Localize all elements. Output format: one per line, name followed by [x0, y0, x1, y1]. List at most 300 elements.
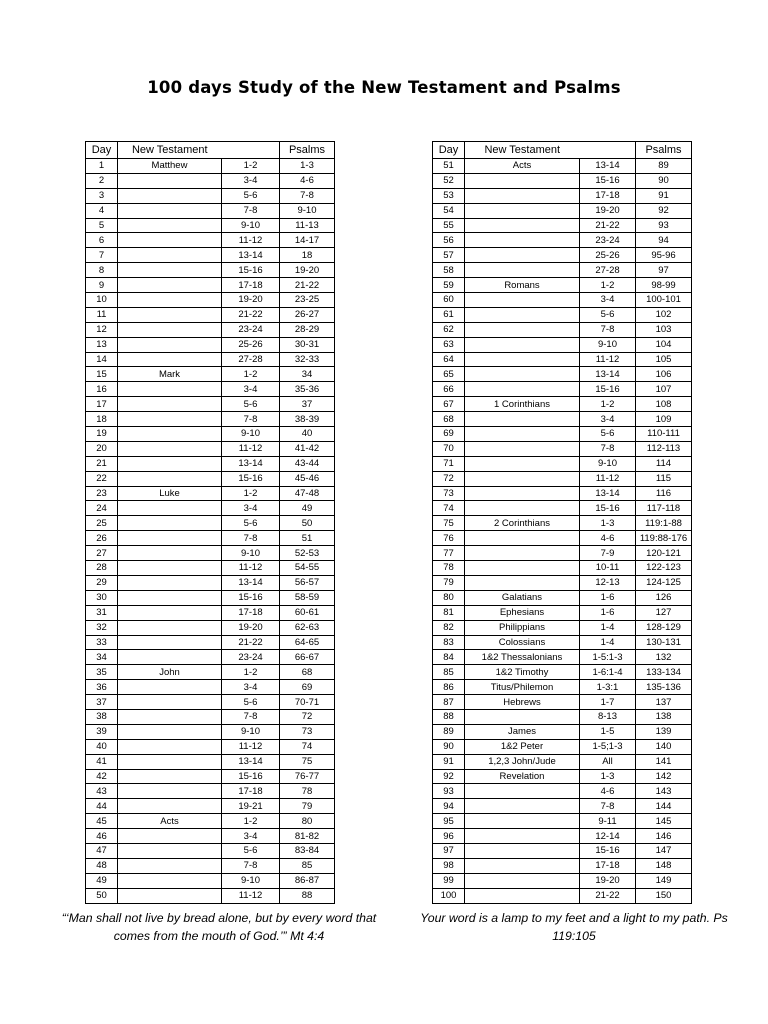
chapters-cell: 9-11	[580, 814, 636, 829]
day-cell: 40	[86, 739, 118, 754]
day-cell: 52	[433, 173, 465, 188]
day-cell: 28	[86, 561, 118, 576]
chapters-cell: 3-4	[580, 293, 636, 308]
day-cell: 8	[86, 263, 118, 278]
scripture-quote-matthew: “‘Man shall not live by bread alone, but by every word that comes from the mouth of God.’” Mt 4:4	[61, 911, 377, 943]
book-cell	[118, 546, 222, 561]
book-cell: Philippians	[465, 620, 580, 635]
table-row	[433, 352, 692, 367]
book-cell: Ephesians	[465, 605, 580, 620]
table-row	[433, 173, 692, 188]
book-cell	[465, 441, 580, 456]
day-cell: 73	[433, 486, 465, 501]
psalms-cell: 18	[280, 248, 335, 263]
day-cell: 38	[86, 709, 118, 724]
day-cell: 23	[86, 486, 118, 501]
psalms-cell: 38-39	[280, 412, 335, 427]
book-cell	[118, 352, 222, 367]
chapters-cell: 3-4	[222, 382, 280, 397]
book-cell	[118, 605, 222, 620]
book-cell: Mark	[118, 367, 222, 382]
book-cell	[118, 501, 222, 516]
book-cell: 1&2 Thessalonians	[465, 650, 580, 665]
book-cell: Titus/Philemon	[465, 680, 580, 695]
psalms-cell: 149	[636, 873, 692, 888]
chapters-cell: 19-20	[580, 873, 636, 888]
day-cell: 77	[433, 546, 465, 561]
day-cell: 16	[86, 382, 118, 397]
header-new-testament: New Testament	[118, 142, 222, 159]
chapters-cell: 1-5	[580, 724, 636, 739]
book-cell	[465, 501, 580, 516]
psalms-cell: 109	[636, 412, 692, 427]
day-cell: 7	[86, 248, 118, 263]
day-cell: 81	[433, 605, 465, 620]
book-cell	[465, 888, 580, 903]
book-cell	[118, 650, 222, 665]
table-row	[433, 575, 692, 590]
table-row	[433, 307, 692, 322]
header-day: Day	[86, 142, 118, 159]
day-cell: 87	[433, 695, 465, 710]
day-cell: 65	[433, 367, 465, 382]
chapters-cell: 1-2	[222, 367, 280, 382]
day-cell: 100	[433, 888, 465, 903]
table-header-row	[433, 142, 692, 159]
book-cell	[118, 263, 222, 278]
chapters-cell: 11-12	[580, 471, 636, 486]
table-row	[86, 799, 335, 814]
chapters-cell: 15-16	[580, 501, 636, 516]
chapters-cell: 17-18	[580, 188, 636, 203]
chapters-cell: 13-14	[222, 248, 280, 263]
book-cell	[118, 769, 222, 784]
day-cell: 26	[86, 531, 118, 546]
day-cell: 86	[433, 680, 465, 695]
table-body	[86, 159, 335, 904]
psalms-cell: 106	[636, 367, 692, 382]
book-cell	[465, 858, 580, 873]
psalms-cell: 94	[636, 233, 692, 248]
table-row	[433, 799, 692, 814]
table-row	[86, 680, 335, 695]
table-row	[86, 888, 335, 903]
day-cell: 89	[433, 724, 465, 739]
day-cell: 24	[86, 501, 118, 516]
day-cell: 74	[433, 501, 465, 516]
book-cell	[465, 561, 580, 576]
chapters-cell: 7-8	[222, 531, 280, 546]
table-row	[86, 248, 335, 263]
book-cell	[118, 441, 222, 456]
psalms-cell: 105	[636, 352, 692, 367]
chapters-cell: 7-8	[580, 799, 636, 814]
chapters-cell: 21-22	[222, 307, 280, 322]
day-cell: 19	[86, 427, 118, 442]
book-cell	[118, 412, 222, 427]
book-cell	[118, 843, 222, 858]
chapters-cell: 1-7	[580, 695, 636, 710]
book-cell: James	[465, 724, 580, 739]
table-row	[433, 561, 692, 576]
chapters-cell: 25-26	[222, 337, 280, 352]
psalms-cell: 137	[636, 695, 692, 710]
chapters-cell: 10-11	[580, 561, 636, 576]
table-row	[86, 739, 335, 754]
book-cell: Colossians	[465, 635, 580, 650]
psalms-cell: 76-77	[280, 769, 335, 784]
psalms-cell: 116	[636, 486, 692, 501]
psalms-cell: 50	[280, 516, 335, 531]
psalms-cell: 21-22	[280, 278, 335, 293]
book-cell	[465, 173, 580, 188]
day-cell: 82	[433, 620, 465, 635]
table-row	[86, 531, 335, 546]
book-cell	[118, 858, 222, 873]
psalms-cell: 120-121	[636, 546, 692, 561]
psalms-cell: 128-129	[636, 620, 692, 635]
psalms-cell: 115	[636, 471, 692, 486]
chapters-cell: 11-12	[580, 352, 636, 367]
table-row	[433, 843, 692, 858]
psalms-cell: 75	[280, 754, 335, 769]
day-cell: 13	[86, 337, 118, 352]
table-row	[433, 858, 692, 873]
chapters-cell: 1-3	[580, 769, 636, 784]
book-cell	[118, 173, 222, 188]
day-cell: 62	[433, 322, 465, 337]
book-cell	[118, 829, 222, 844]
psalms-cell: 114	[636, 456, 692, 471]
table-row	[86, 203, 335, 218]
book-cell	[118, 531, 222, 546]
chapters-cell: 13-14	[222, 575, 280, 590]
day-cell: 14	[86, 352, 118, 367]
table-row	[86, 620, 335, 635]
psalms-cell: 97	[636, 263, 692, 278]
book-cell	[118, 218, 222, 233]
table-row	[86, 367, 335, 382]
psalms-cell: 78	[280, 784, 335, 799]
psalms-cell: 83-84	[280, 843, 335, 858]
header-chapters-blank	[222, 142, 280, 159]
table-row	[86, 754, 335, 769]
chapters-cell: 7-8	[222, 412, 280, 427]
psalms-cell: 28-29	[280, 322, 335, 337]
psalms-cell: 141	[636, 754, 692, 769]
day-cell: 17	[86, 397, 118, 412]
day-cell: 60	[433, 293, 465, 308]
table-row	[433, 784, 692, 799]
book-cell	[118, 233, 222, 248]
psalms-cell: 45-46	[280, 471, 335, 486]
table-row	[86, 397, 335, 412]
table-row	[433, 382, 692, 397]
psalms-cell: 32-33	[280, 352, 335, 367]
table-row	[433, 456, 692, 471]
header-psalms: Psalms	[636, 142, 692, 159]
book-cell	[118, 397, 222, 412]
table-row	[86, 784, 335, 799]
chapters-cell: 1-6	[580, 605, 636, 620]
table-row	[86, 456, 335, 471]
day-cell: 61	[433, 307, 465, 322]
chapters-cell: 4-6	[580, 784, 636, 799]
day-cell: 50	[86, 888, 118, 903]
table-row	[433, 620, 692, 635]
psalms-cell: 117-118	[636, 501, 692, 516]
book-cell	[118, 337, 222, 352]
table-row	[86, 709, 335, 724]
day-cell: 70	[433, 441, 465, 456]
day-cell: 97	[433, 843, 465, 858]
day-cell: 25	[86, 516, 118, 531]
book-cell	[465, 546, 580, 561]
table-row	[433, 248, 692, 263]
chapters-cell: 3-4	[222, 829, 280, 844]
psalms-cell: 85	[280, 858, 335, 873]
chapters-cell: 12-14	[580, 829, 636, 844]
table-row	[86, 724, 335, 739]
psalms-cell: 68	[280, 665, 335, 680]
day-cell: 45	[86, 814, 118, 829]
psalms-cell: 72	[280, 709, 335, 724]
book-cell	[118, 307, 222, 322]
day-cell: 22	[86, 471, 118, 486]
table-row	[433, 263, 692, 278]
psalms-cell: 35-36	[280, 382, 335, 397]
book-cell	[118, 709, 222, 724]
table-row	[433, 590, 692, 605]
psalms-cell: 145	[636, 814, 692, 829]
chapters-cell: 21-22	[222, 635, 280, 650]
chapters-cell: 23-24	[222, 322, 280, 337]
psalms-cell: 73	[280, 724, 335, 739]
day-cell: 57	[433, 248, 465, 263]
day-cell: 80	[433, 590, 465, 605]
chapters-cell: 1-2	[222, 665, 280, 680]
psalms-cell: 1-3	[280, 159, 335, 174]
chapters-cell: 1-2	[222, 159, 280, 174]
chapters-cell: 5-6	[222, 397, 280, 412]
table-row	[86, 635, 335, 650]
table-row	[433, 516, 692, 531]
book-cell	[118, 456, 222, 471]
day-cell: 12	[86, 322, 118, 337]
psalms-cell: 122-123	[636, 561, 692, 576]
table-row	[433, 754, 692, 769]
book-cell	[118, 248, 222, 263]
psalms-cell: 93	[636, 218, 692, 233]
psalms-cell: 124-125	[636, 575, 692, 590]
day-cell: 90	[433, 739, 465, 754]
chapters-cell: 17-18	[222, 278, 280, 293]
table-row	[433, 233, 692, 248]
chapters-cell: 11-12	[222, 739, 280, 754]
table-row	[86, 590, 335, 605]
day-cell: 35	[86, 665, 118, 680]
psalms-cell: 91	[636, 188, 692, 203]
chapters-cell: 19-20	[580, 203, 636, 218]
psalms-cell: 140	[636, 739, 692, 754]
table-row	[86, 605, 335, 620]
chapters-cell: 3-4	[580, 412, 636, 427]
book-cell	[118, 322, 222, 337]
table-row	[433, 203, 692, 218]
psalms-cell: 40	[280, 427, 335, 442]
day-cell: 92	[433, 769, 465, 784]
psalms-cell: 119:88-176	[636, 531, 692, 546]
table-row	[86, 352, 335, 367]
psalms-cell: 54-55	[280, 561, 335, 576]
psalms-cell: 47-48	[280, 486, 335, 501]
table-row	[433, 605, 692, 620]
day-cell: 96	[433, 829, 465, 844]
day-cell: 3	[86, 188, 118, 203]
table-row	[86, 829, 335, 844]
chapters-cell: 9-10	[222, 218, 280, 233]
book-cell	[465, 829, 580, 844]
chapters-cell: 27-28	[580, 263, 636, 278]
day-cell: 63	[433, 337, 465, 352]
header-chapters-blank	[580, 142, 636, 159]
psalms-cell: 79	[280, 799, 335, 814]
book-cell	[118, 784, 222, 799]
chapters-cell: 7-8	[222, 709, 280, 724]
day-cell: 66	[433, 382, 465, 397]
table-row	[86, 173, 335, 188]
psalms-cell: 90	[636, 173, 692, 188]
chapters-cell: 1-5:1-3	[580, 650, 636, 665]
psalms-cell: 66-67	[280, 650, 335, 665]
table-row	[86, 307, 335, 322]
book-cell	[118, 382, 222, 397]
reading-table-days-51-100	[432, 141, 692, 904]
chapters-cell: 5-6	[222, 695, 280, 710]
day-cell: 18	[86, 412, 118, 427]
psalms-cell: 19-20	[280, 263, 335, 278]
psalms-cell: 119:1-88	[636, 516, 692, 531]
book-cell	[465, 367, 580, 382]
book-cell	[118, 739, 222, 754]
psalms-cell: 56-57	[280, 575, 335, 590]
table-row	[86, 412, 335, 427]
psalms-cell: 11-13	[280, 218, 335, 233]
table-row	[433, 709, 692, 724]
chapters-cell: 19-21	[222, 799, 280, 814]
book-cell: Matthew	[118, 159, 222, 174]
table-row	[86, 382, 335, 397]
table-row	[86, 843, 335, 858]
day-cell: 99	[433, 873, 465, 888]
book-cell: Galatians	[465, 590, 580, 605]
psalms-cell: 110-111	[636, 427, 692, 442]
book-cell	[465, 233, 580, 248]
psalms-cell: 86-87	[280, 873, 335, 888]
psalms-cell: 49	[280, 501, 335, 516]
psalms-cell: 100-101	[636, 293, 692, 308]
day-cell: 59	[433, 278, 465, 293]
chapters-cell: 19-20	[222, 293, 280, 308]
day-cell: 36	[86, 680, 118, 695]
chapters-cell: 1-2	[222, 486, 280, 501]
book-cell	[465, 293, 580, 308]
day-cell: 58	[433, 263, 465, 278]
day-cell: 51	[433, 159, 465, 174]
psalms-cell: 43-44	[280, 456, 335, 471]
day-cell: 31	[86, 605, 118, 620]
table-row	[86, 233, 335, 248]
day-cell: 32	[86, 620, 118, 635]
day-cell: 11	[86, 307, 118, 322]
psalms-cell: 130-131	[636, 635, 692, 650]
chapters-cell: 13-14	[580, 367, 636, 382]
day-cell: 67	[433, 397, 465, 412]
psalms-cell: 70-71	[280, 695, 335, 710]
chapters-cell: 15-16	[580, 382, 636, 397]
chapters-cell: 1-2	[580, 278, 636, 293]
table-row	[433, 635, 692, 650]
day-cell: 79	[433, 575, 465, 590]
scripture-quote-psalm: Your word is a lamp to my feet and a light to my path. Ps 119:105	[420, 911, 728, 943]
book-cell	[465, 799, 580, 814]
table-row	[86, 427, 335, 442]
table-row	[86, 218, 335, 233]
chapters-cell: 5-6	[222, 188, 280, 203]
day-cell: 27	[86, 546, 118, 561]
day-cell: 34	[86, 650, 118, 665]
table-row	[86, 278, 335, 293]
book-cell	[118, 188, 222, 203]
table-row	[86, 873, 335, 888]
book-cell	[118, 516, 222, 531]
book-cell	[465, 382, 580, 397]
chapters-cell: 7-8	[222, 858, 280, 873]
chapters-cell: 4-6	[580, 531, 636, 546]
book-cell: 1&2 Timothy	[465, 665, 580, 680]
psalms-cell: 37	[280, 397, 335, 412]
book-cell: Romans	[465, 278, 580, 293]
book-cell: Acts	[465, 159, 580, 174]
book-cell	[465, 322, 580, 337]
table-row	[433, 724, 692, 739]
psalms-cell: 107	[636, 382, 692, 397]
psalms-cell: 138	[636, 709, 692, 724]
chapters-cell: 7-8	[222, 203, 280, 218]
day-cell: 84	[433, 650, 465, 665]
day-cell: 71	[433, 456, 465, 471]
psalms-cell: 103	[636, 322, 692, 337]
chapters-cell: 7-8	[580, 441, 636, 456]
day-cell: 95	[433, 814, 465, 829]
day-cell: 41	[86, 754, 118, 769]
psalms-cell: 132	[636, 650, 692, 665]
day-cell: 2	[86, 173, 118, 188]
table-row	[86, 561, 335, 576]
table-row	[86, 263, 335, 278]
table-row	[433, 337, 692, 352]
table-row	[86, 471, 335, 486]
day-cell: 46	[86, 829, 118, 844]
chapters-cell: 5-6	[580, 427, 636, 442]
table-row	[86, 546, 335, 561]
book-cell	[118, 278, 222, 293]
day-cell: 55	[433, 218, 465, 233]
book-cell: 2 Corinthians	[465, 516, 580, 531]
day-cell: 83	[433, 635, 465, 650]
psalms-cell: 104	[636, 337, 692, 352]
page-title: 100 days Study of the New Testament and Psalms	[147, 78, 621, 97]
